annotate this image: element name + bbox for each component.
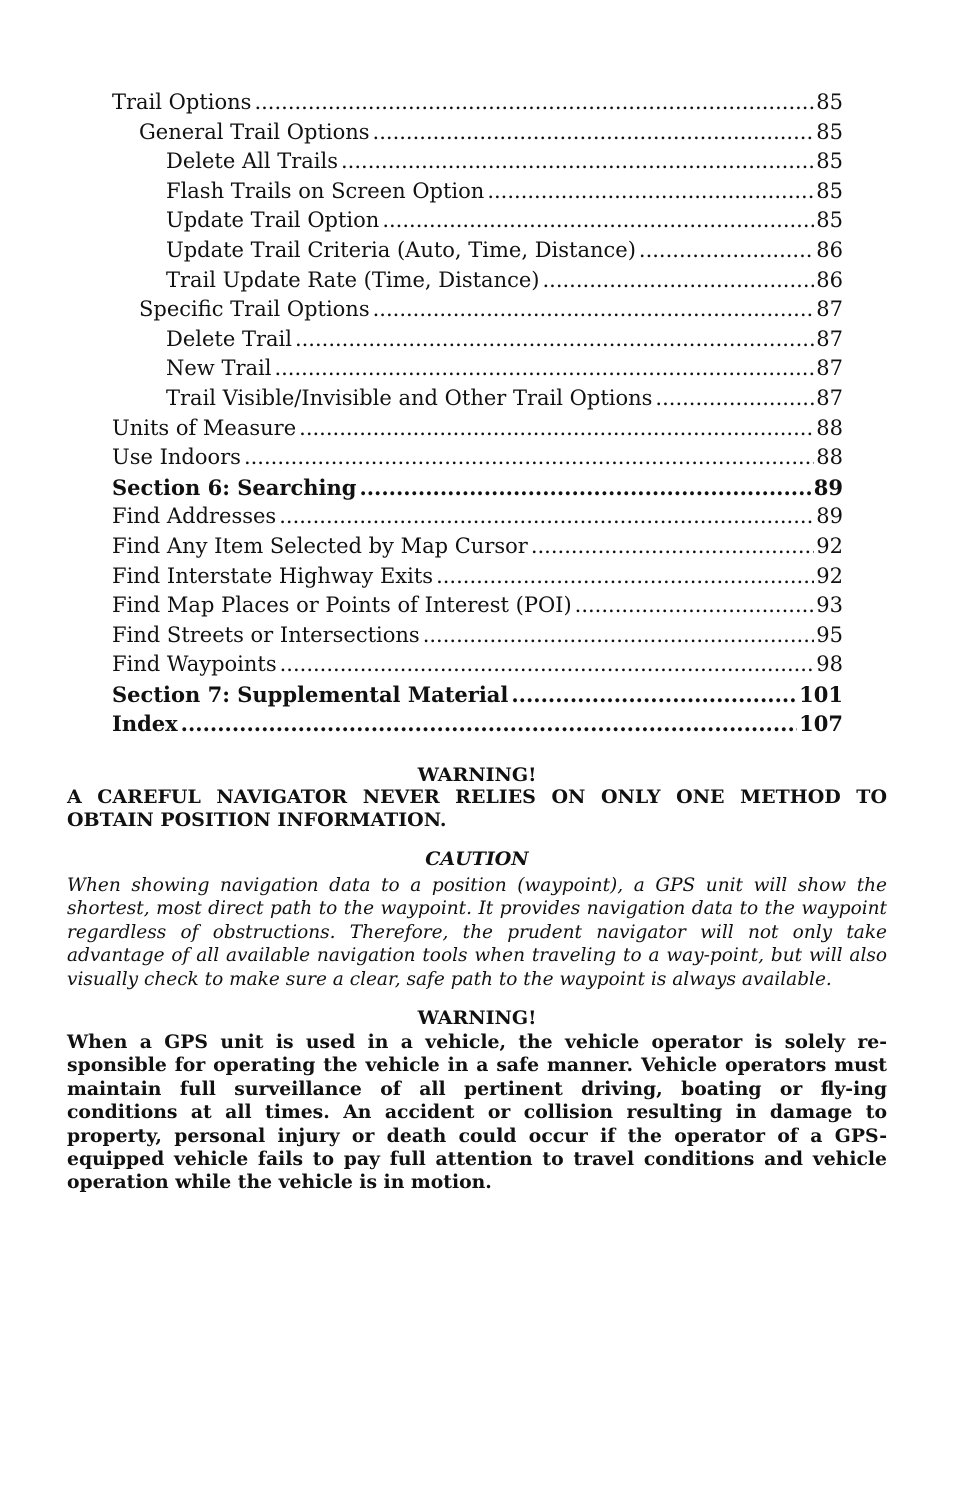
toc-dot-leader (575, 591, 815, 621)
toc-dot-leader (382, 206, 814, 236)
toc-page-number: 92 (816, 563, 843, 588)
vehicle-warning-text: When a GPS unit is used in a vehicle, the vehicle operator is solely re-sponsible for operating the vehicle in a safe manner. Vehicle operators must maintain full surveillance of all pertinent driving, boating or fly-ing conditions at all times. An accident or collision resulting in damage to property, personal injury or death could occur if the operator of a GPS-equipped vehicle fails to pay full attention to travel conditions and vehicle operation while the vehicle is in motion. (67, 1031, 887, 1194)
toc-entry-title: Update Trail Criteria (Auto, Time, Distance) (166, 237, 636, 262)
toc-dot-leader (295, 325, 814, 355)
toc-dot-leader (299, 414, 814, 444)
toc-page-number: 86 (816, 237, 843, 262)
toc-page-number: 89 (813, 474, 843, 500)
toc-entry (112, 354, 843, 384)
toc-dot-leader (639, 236, 814, 266)
toc-entry (112, 325, 843, 355)
table-of-contents (112, 88, 843, 739)
toc-entry (112, 443, 843, 473)
toc-entry (112, 621, 843, 651)
toc-entry (112, 206, 843, 236)
toc-page-number: 87 (816, 326, 843, 351)
toc-entry (112, 147, 843, 177)
toc-page-number: 101 (799, 681, 843, 707)
toc-entry-title: Trail Visible/Invisible and Other Trail Options (166, 385, 653, 410)
toc-page-number: 88 (816, 445, 843, 470)
toc-dot-leader (280, 650, 815, 680)
caution-text: When showing navigation data to a position (waypoint), a GPS unit will show the shortest, most direct path to the waypoint. It provides navigation data to the waypoint regardless of obstructions. Therefore, the prudent navigator will not only take advantage of all available navigation tools when traveling to a way-point, but will also visually check to make sure a clear, safe path to the waypoint is always available. (67, 875, 887, 990)
toc-dot-leader (181, 709, 798, 739)
toc-entry-title: Find Waypoints (112, 652, 277, 677)
toc-entry (112, 414, 843, 444)
toc-page-number: 85 (816, 119, 843, 144)
toc-entry-title: Units of Measure (112, 415, 297, 440)
toc-entry (112, 650, 843, 680)
toc-entry-title: Update Trail Option (166, 208, 380, 233)
toc-page-number: 88 (816, 415, 843, 440)
toc-dot-leader (423, 621, 815, 651)
toc-page-number: 107 (799, 711, 843, 737)
toc-dot-leader (244, 443, 814, 473)
toc-entry-title: Trail Options (112, 90, 252, 114)
toc-dot-leader (279, 502, 814, 532)
toc-dot-leader (487, 177, 814, 207)
toc-dot-leader (254, 88, 814, 118)
toc-page-number: 86 (816, 267, 843, 292)
toc-page-number: 98 (816, 652, 843, 677)
toc-dot-leader (511, 680, 797, 710)
toc-page-number: 93 (816, 593, 843, 618)
toc-entry (112, 591, 843, 621)
toc-page-number: 87 (816, 297, 843, 322)
toc-entry-title: Section 7: Supplemental Material (112, 681, 509, 707)
toc-page-number: 85 (816, 208, 843, 233)
warning-heading: WARNING! (417, 764, 537, 786)
toc-entry (112, 562, 843, 592)
toc-page-number: 85 (816, 178, 843, 203)
vehicle-warning-heading: WARNING! (417, 1007, 537, 1030)
toc-entry-title: New Trail (166, 356, 272, 381)
toc-entry (112, 680, 843, 710)
toc-dot-leader (531, 532, 814, 562)
toc-page-number: 85 (816, 90, 843, 114)
toc-entry (112, 532, 843, 562)
toc-entry-title: Find Streets or Intersections (112, 622, 420, 647)
toc-entry (112, 502, 843, 532)
toc-entry (112, 709, 843, 739)
toc-dot-leader (373, 295, 815, 325)
safety-notices (67, 764, 887, 1195)
toc-entry (112, 384, 843, 414)
caution-heading: CAUTION (425, 848, 529, 870)
toc-page-number: 87 (816, 356, 843, 381)
toc-dot-leader (274, 354, 814, 384)
toc-page-number: 87 (816, 385, 843, 410)
toc-entry-title: Delete Trail (166, 326, 292, 351)
toc-entry-title: Find Map Places or Points of Interest (POI) (112, 593, 572, 618)
toc-entry-title: Find Any Item Selected by Map Cursor (112, 533, 528, 558)
toc-dot-leader (373, 118, 815, 148)
toc-entry-title: Flash Trails on Screen Option (166, 178, 485, 203)
toc-entry-title: Find Interstate Highway Exits (112, 563, 434, 588)
toc-entry (112, 266, 843, 296)
toc-page-number: 92 (816, 533, 843, 558)
toc-entry-title: Specific Trail Options (139, 297, 370, 322)
toc-page-number: 89 (816, 504, 843, 529)
toc-entry-title: Use Indoors (112, 445, 241, 470)
toc-entry-title: Delete All Trails (166, 149, 338, 174)
toc-entry-title: Index (112, 711, 178, 737)
toc-entry-title: Trail Update Rate (Time, Distance) (166, 267, 540, 292)
toc-entry-title: General Trail Options (139, 119, 370, 144)
toc-entry (112, 177, 843, 207)
toc-dot-leader (436, 562, 814, 592)
toc-dot-leader (542, 266, 814, 296)
toc-entry-title: Find Addresses (112, 504, 277, 529)
toc-entry (112, 236, 843, 266)
toc-dot-leader (655, 384, 814, 414)
toc-entry (112, 88, 843, 118)
toc-page-number: 95 (816, 622, 843, 647)
warning-text: A CAREFUL NAVIGATOR NEVER RELIES ON ONLY ONE METHOD TO OBTAIN POSITION INFORMATION. (67, 786, 887, 831)
toc-entry-title: Section 6: Searching (112, 474, 357, 500)
toc-entry (112, 118, 843, 148)
toc-dot-leader (359, 473, 811, 503)
toc-dot-leader (341, 147, 814, 177)
toc-entry (112, 473, 843, 503)
toc-entry (112, 295, 843, 325)
toc-page-number: 85 (816, 149, 843, 174)
